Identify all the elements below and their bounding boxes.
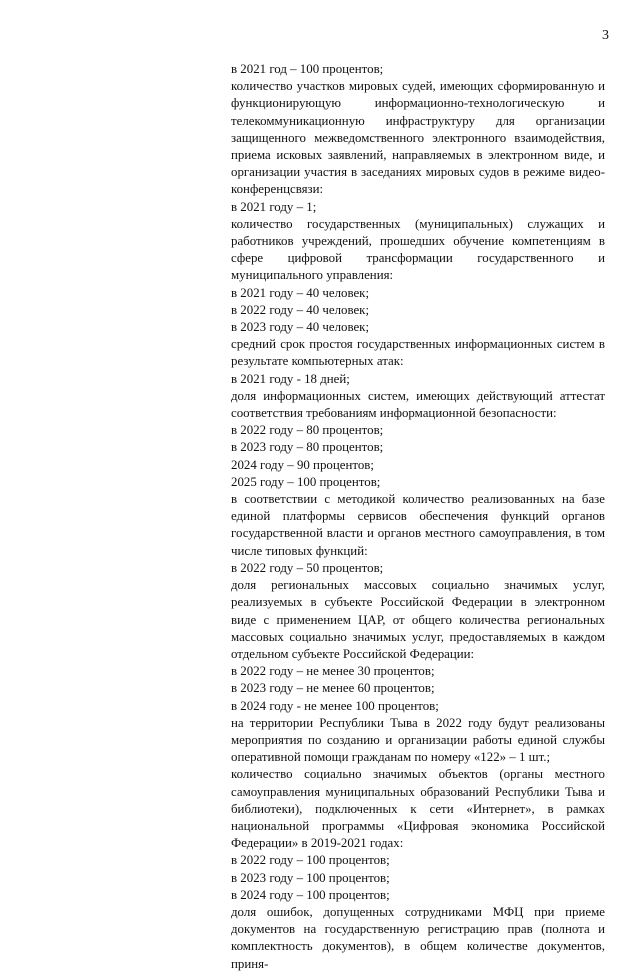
paragraph: в 2023 году – 100 процентов; xyxy=(231,870,390,885)
page-number: 3 xyxy=(602,28,609,43)
paragraph: на территории Республики Тыва в 2022 году будут реализованы мероприятия по созданию и организации работы единой службы оперативной помощи гражданам по номеру «122» – 1 шт.; xyxy=(231,715,605,765)
paragraph: в соответствии с методикой количество реализованных на базе единой платформы сервисов обеспечения функций органов государственной власти и органов местного самоуправления, в том числе типовых функций: xyxy=(231,492,605,558)
paragraph: средний срок простоя государственных информационных систем в результате компьютерных атак: xyxy=(231,337,605,369)
paragraph: в 2021 год – 100 процентов; xyxy=(231,62,384,76)
paragraph: в 2023 году – 80 процентов; xyxy=(231,440,384,455)
paragraph: в 2022 году – не менее 30 процентов; xyxy=(231,664,435,679)
paragraph: в 2022 году – 100 процентов; xyxy=(231,853,390,868)
paragraph: в 2024 году - не менее 100 процентов; xyxy=(231,698,439,713)
paragraph: 2025 году – 100 процентов; xyxy=(231,474,381,489)
document-body xyxy=(231,61,605,973)
paragraph: доля ошибок, допущенных сотрудниками МФЦ при приеме документов на государственную регистрацию прав (полнота и комплектность документов), в общем количестве документов, приня- xyxy=(231,904,605,971)
paragraph: количество участков мировых судей, имеющих сформированную и функционирующую информационно-технологическую и телекоммуникационную инфраструктуру для организации защищенного межведомственного электронного взаимодействия, приема исковых заявлений, направляемых в электронном виде, и организации участия в заседаниях мировых судов в режиме видео-конференцсвязи: xyxy=(231,79,605,197)
paragraph: в 2022 году – 40 человек; xyxy=(231,302,370,317)
paragraph: в 2022 году – 50 процентов; xyxy=(231,560,384,575)
paragraph: количество социально значимых объектов (органы местного самоуправления муниципальных образований Республики Тыва и библиотеки), подключенных к сети «Интернет», в рамках национальной программы «Цифровая экономика Российской Федерации» в 2019-2021 годах: xyxy=(231,767,605,851)
paragraph: доля региональных массовых социально значимых услуг, реализуемых в субъекте Российской Федерации в электронном виде с применением ЦАР, от общего количества региональных массовых социально значимых услуг, предоставляемых в каждом отдельном субъекте Российской Федерации: xyxy=(231,578,605,661)
paragraph: количество государственных (муниципальных) служащих и работников учреждений, прошедших обучение компетенциям в сфере цифровой трансформации государственного и муниципального управления: xyxy=(231,216,605,283)
paragraph: в 2021 году – 40 человек; xyxy=(231,285,370,300)
paragraph: в 2024 году – 100 процентов; xyxy=(231,887,390,902)
paragraph: в 2022 году – 80 процентов; xyxy=(231,423,384,438)
paragraph: в 2023 году – не менее 60 процентов; xyxy=(231,681,435,696)
paragraph: в 2021 году - 18 дней; xyxy=(231,371,350,386)
paragraph: доля информационных систем, имеющих действующий аттестат соответствия требованиям информационной безопасности: xyxy=(231,388,605,421)
paragraph: 2024 году – 90 процентов; xyxy=(231,457,374,472)
paragraph: в 2023 году – 40 человек; xyxy=(231,320,370,335)
paragraph: в 2021 году – 1; xyxy=(231,199,317,214)
